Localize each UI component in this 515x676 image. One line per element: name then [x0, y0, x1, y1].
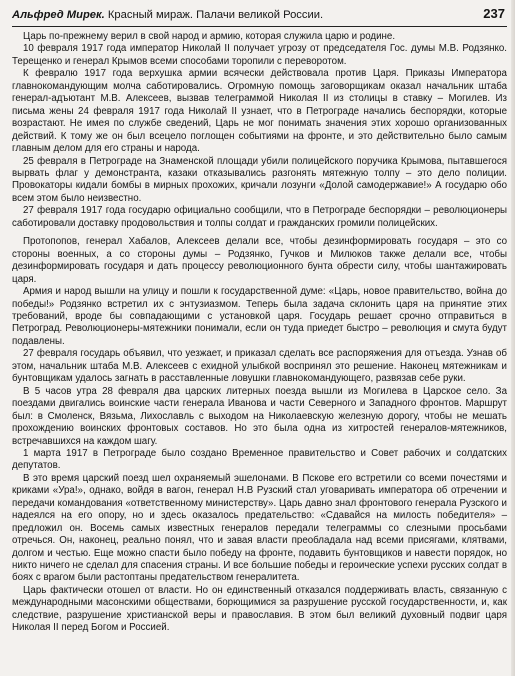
running-header [12, 6, 507, 27]
paragraph: 27 февраля государь объявил, что уезжает, и приказал сделать все распоряжения для отъезда. Узнав об этом, начальник штаба М.В. Алексеев с ехидной улыбкой воспринял это решение. Наконец мятежникам и бунтовщикам удалось загнать в расставленные ловушки главнокомандующего, развязав себе руки. [12, 348, 507, 385]
paragraph: 1 марта 1917 в Петрограде было создано Временное правительство и Совет рабочих и солдатских депутатов. [12, 447, 507, 472]
body-text [12, 31, 507, 635]
header-author: Альфред Мирек. [12, 9, 105, 21]
paragraph: Царь фактически отошел от власти. Но он единственный отказался поддерживать власть, связанную с международными масонскими обществами, борющимися за разрушение русской государственности, и, как следствие, разрушение христианской веры и православия. В этом был великий духовный подвиг царя Николая II перед Богом и Россией. [12, 584, 507, 634]
paragraph: 27 февраля 1917 года государю официально сообщили, что в Петрограде беспорядки – революционеры саботировали доставку продовольствия и толпы солдат и гражданских громили полицейских. [12, 205, 507, 229]
page-edge-shadow [511, 0, 515, 676]
header-title: Красный мираж. Палачи великой России. [107, 9, 324, 21]
page-number: 237 [483, 6, 505, 21]
paragraph: Протопопов, генерал Хабалов, Алексеев делали все, чтобы дезинформировать государя – это со стороны военных, а со стороны думы – Родзянко, Гучков и Милюков также делали все, чтобы дезинформировать государя и дать процессу революционного бунта обрести силу, чтобы шантажировать царя. [12, 236, 507, 285]
paragraph: 25 февраля в Петрограде на Знаменской площади убили полицейского поручика Крымова, пытавшегося вырвать флаг у демонстранта, казаки отказывались разгонять мятежную толпу – это дело полиции. Провокаторы кидали бомбы в мирных прохожих, кричали лозунги «Долой самодержавие!» А государю обо всем этом было неизвестно. [12, 155, 507, 204]
paragraph: В 5 часов утра 28 февраля два царских литерных поезда вышли из Могилева в Царское село. За поездами двигались воинские части генерала Иванова и части Северного и Западного фронтов. Маршрут был: в Смоленск, Вязьма, Лихославль с выходом на Николаевскую железную дорогу, чтобы не мешать прохождению воинских фронтовых составов. Но это была одна из хитростей генералов-мятежников, встречавшихся на каждом шагу. [12, 385, 507, 447]
paragraph: 10 февраля 1917 года император Николай II получает угрозу от председателя Гос. думы М.В. Родзянко. Терещенко и генерал Крымов всеми способами торопили с переворотом. [12, 43, 507, 67]
paragraph: К февралю 1917 года верхушка армии всячески действовала против Царя. Приказы Императора главнокомандующим молча саботировались. Огромную помощь заговорщикам оказал начальник штаба генерал-адъютант М.В. Алексеев, вызвав телеграммой Николая II из столицы в ставку – Могилев. Из письма жены 24 февраля 1917 года Николай II узнает, что в Петрограде начались беспорядки, которые возрастают. Не имея по службе сведений, Царь не мог понимать значения этих хорошо организованных действий. К тому же он был всецело поглощен событиями на фронте, и это действительно было самым главным делом для его страны и народа. [12, 68, 507, 155]
paragraph: В это время царский поезд шел охраняемый эшелонами. В Пскове его встретили со всеми почестями и криками «Ура!», однако, войдя в вагон, генерал Н.В Рузский стал уговаривать императора об отречении и передачи командования «ответственному министерству». Царь давно знал фронтового генерала Рузского и надеялся на его опору, но и здесь оказалось предательство: «Сдавайся на милость победителя» – предложил он. Восемь самых известных генералов передали телеграммы со слезными просьбами отречься. Он, наконец, реально понял, что и завая власти преобладала над всеми присягами, клятвами, долгом и честью. Еще можно спасти было победу на фронте, подавить бунтовщиков и навести порядок, но никто ничего не сделал для спасения страны. И все большие победы и героические успехи русских солдат в боях с врагом были растоптаны предательством генералитета. [12, 472, 507, 584]
paragraph: Армия и народ вышли на улицу и пошли к государственной думе: «Царь, новое правительство, война до победы!» Родзянко встретил их с энтузиазмом. Теперь была задача склонить царя на принятие этих требований, вроде бы совпадающими с установкой царя. Государь решает срочно отправиться в Петроград. Революционеры-мятежники понимали, если он туда приедет быстро – революция и смута будут подавлены. [12, 286, 507, 347]
paragraph: Царь по-прежнему верил в свой народ и армию, которая служила царю и родине. [23, 31, 396, 42]
